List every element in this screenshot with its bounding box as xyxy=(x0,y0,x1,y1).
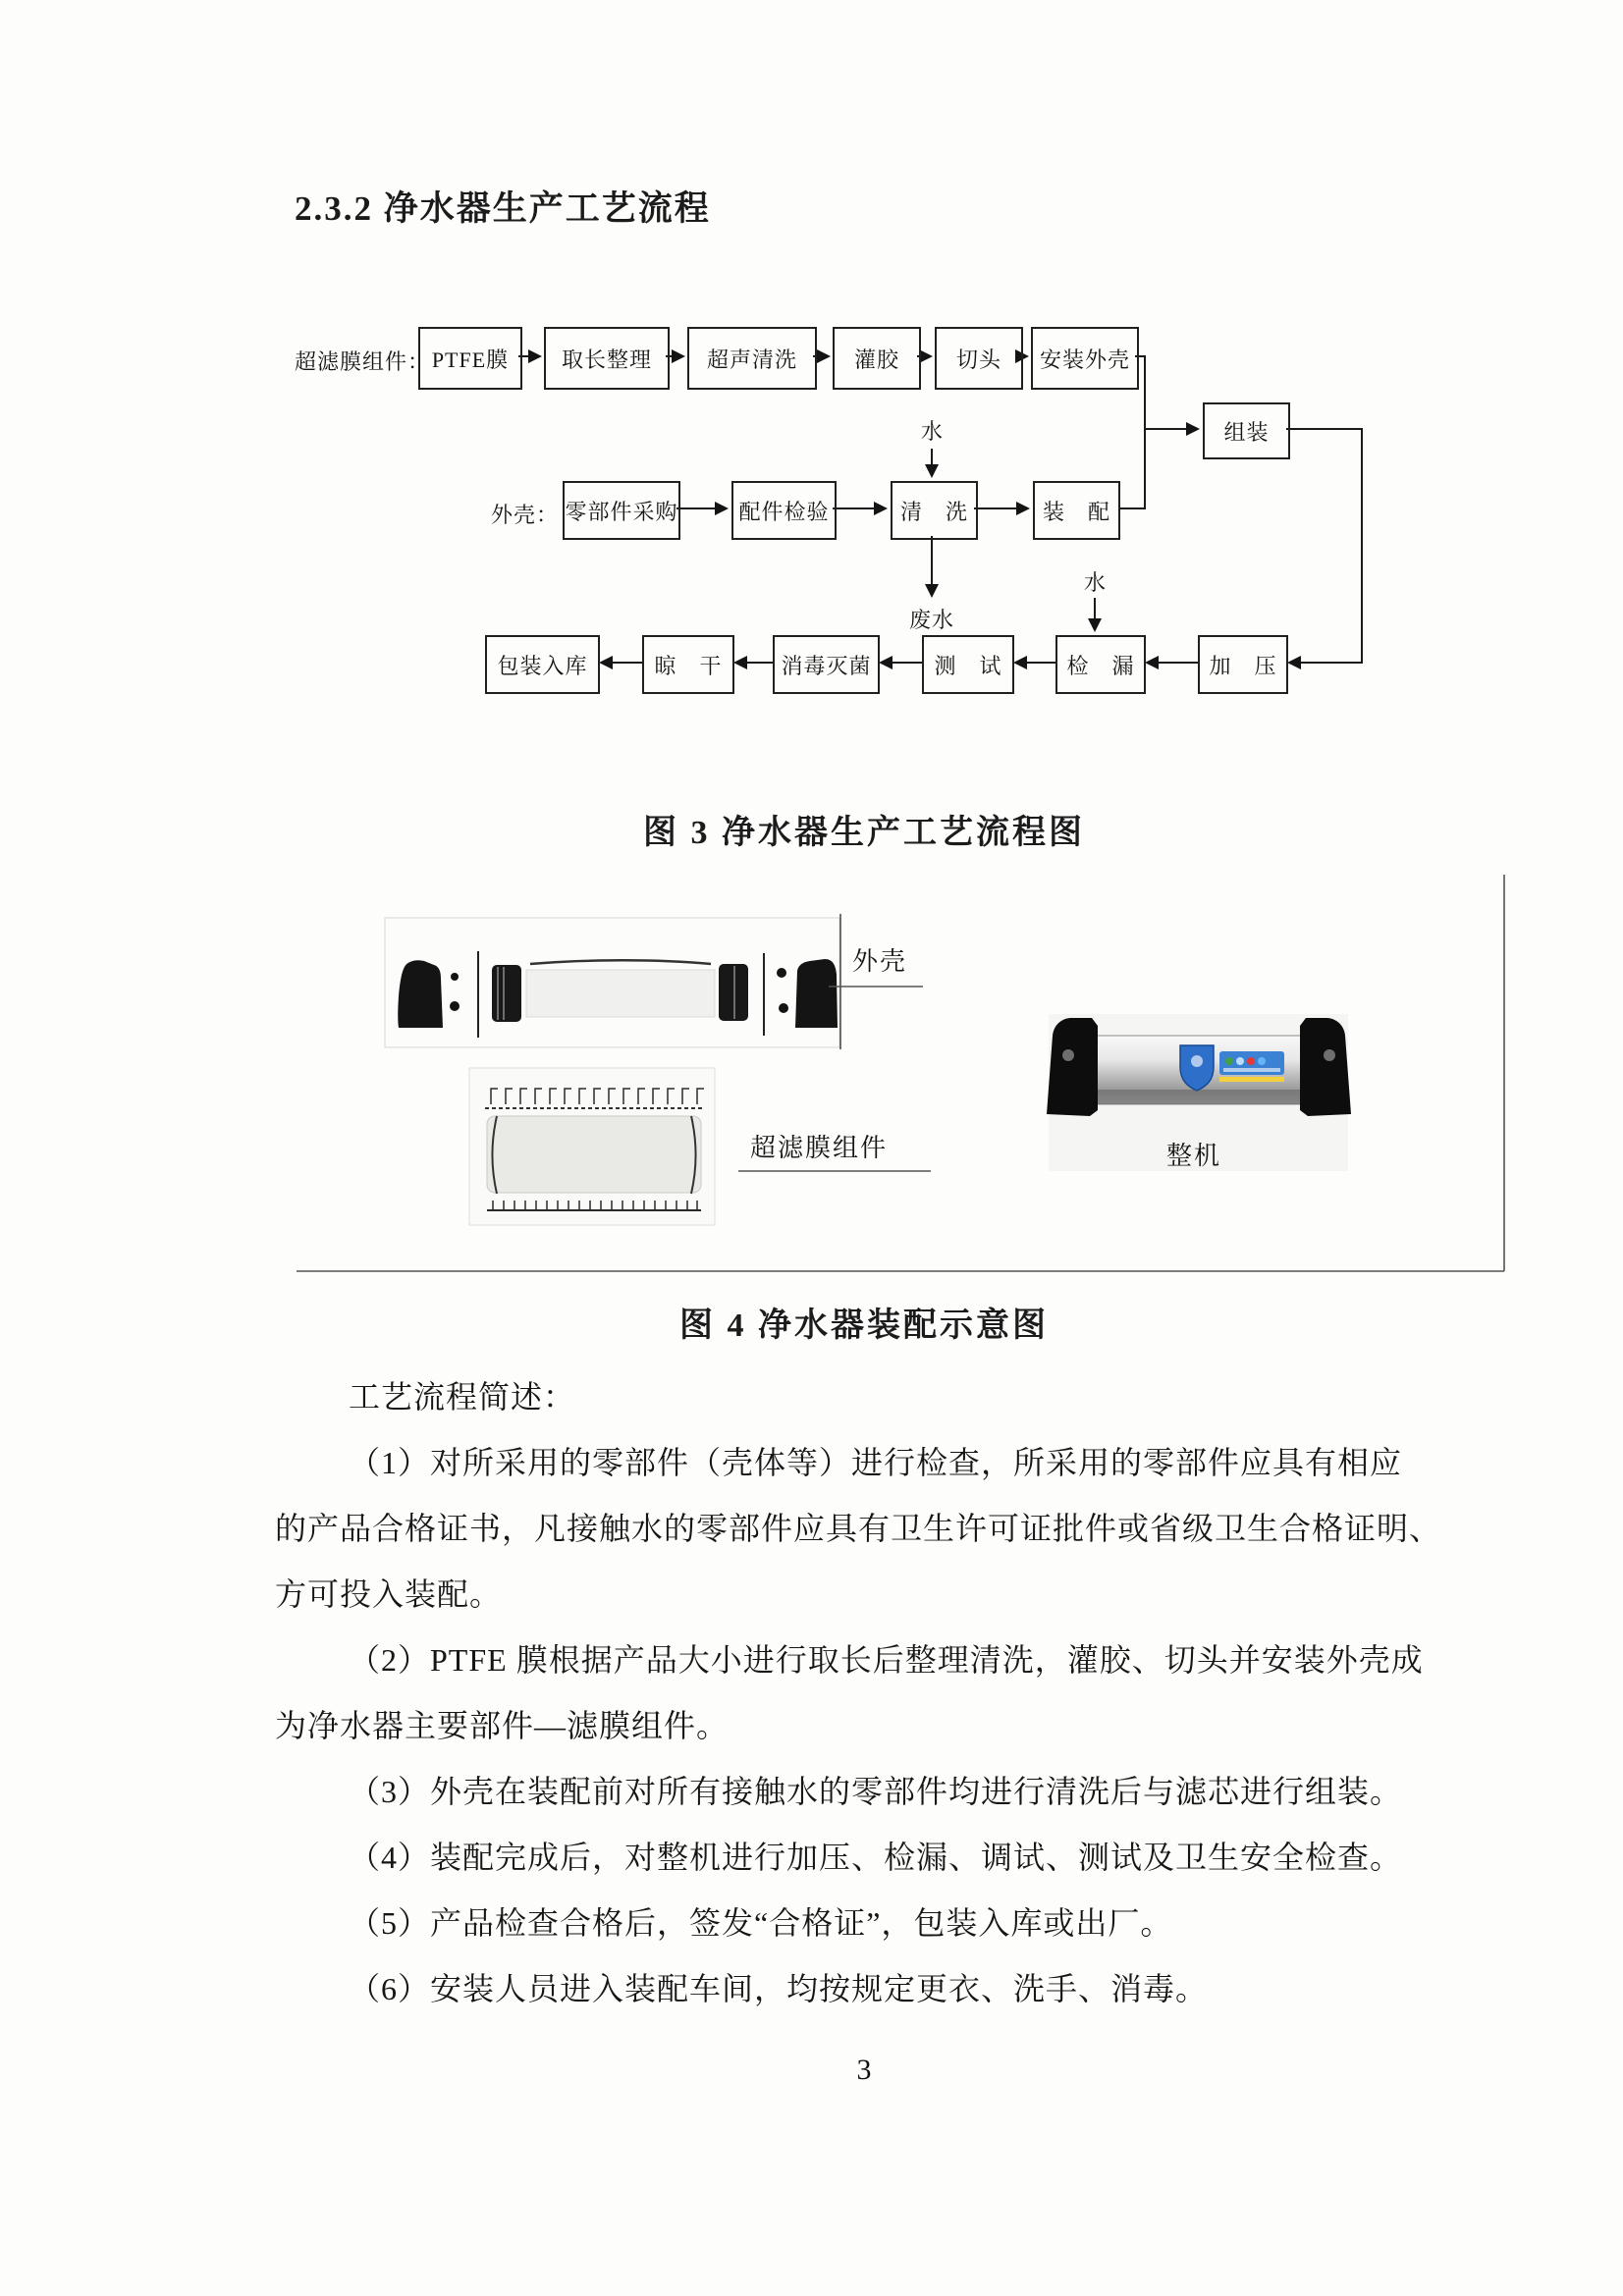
flowchart-node-wash: 清 洗 xyxy=(891,481,978,540)
flowchart-row1-label: 超滤膜组件： xyxy=(295,349,431,374)
figure4-shell-label: 外壳 xyxy=(852,947,908,976)
flowchart-node-sterilize: 消毒灭菌 xyxy=(773,635,880,694)
section-heading: 2.3.2 净水器生产工艺流程 xyxy=(295,189,711,228)
figure4-assembly xyxy=(295,869,1507,1276)
page-number: 3 xyxy=(856,2054,872,2086)
body-line-1a: （1）对所采用的零部件（壳体等）进行检查，所采用的零部件应具有相应 xyxy=(349,1445,1403,1480)
body-line-1b: 的产品合格证书，凡接触水的零部件应具有卫生许可证批件或省级卫生合格证明、 xyxy=(275,1511,1442,1546)
figure4-caption: 图 4 净水器装配示意图 xyxy=(679,1308,1049,1344)
water-in-label-leak: 水 xyxy=(1084,570,1108,595)
flowchart-node-leak-check: 检 漏 xyxy=(1055,635,1146,694)
flowchart-node-ultrasonic-wash: 超声清洗 xyxy=(687,327,817,390)
body-line-intro: 工艺流程简述： xyxy=(349,1379,576,1415)
body-line-6: （6）安装人员进入装配车间，均按规定更衣、洗手、消毒。 xyxy=(349,1971,1209,2006)
figure4-graphics-svg xyxy=(295,869,1507,1276)
body-line-1c: 方可投入装配。 xyxy=(275,1576,503,1612)
flowchart-node-pressurize: 加 压 xyxy=(1198,635,1288,694)
body-line-2b: 为净水器主要部件—滤膜组件。 xyxy=(275,1708,730,1743)
flowchart-node-dry: 晾 干 xyxy=(642,635,734,694)
flowchart-figure3 xyxy=(295,319,1434,712)
figure3-caption: 图 3 净水器生产工艺流程图 xyxy=(643,815,1085,851)
body-line-4: （4）装配完成后，对整机进行加压、检漏、调试、测试及卫生安全检查。 xyxy=(349,1840,1403,1875)
waste-water-label: 废水 xyxy=(909,608,955,632)
body-line-2a: （2）PTFE 膜根据产品大小进行取长后整理清洗，灌胶、切头并安装外壳成 xyxy=(349,1642,1424,1678)
flowchart-node-test: 测 试 xyxy=(922,635,1014,694)
flowchart-node-fit: 装 配 xyxy=(1033,481,1120,540)
flowchart-node-assemble: 组装 xyxy=(1203,402,1290,459)
body-line-3: （3）外壳在装配前对所有接触水的零部件均进行清洗后与滤芯进行组装。 xyxy=(349,1774,1403,1809)
flowchart-node-install-shell: 安装外壳 xyxy=(1031,327,1139,390)
flowchart-row2-label: 外壳： xyxy=(491,503,560,527)
housing-exploded-photo xyxy=(385,914,923,1049)
flowchart-node-ptfe: PTFE膜 xyxy=(418,327,522,390)
flowchart-node-parts-inspect: 配件检验 xyxy=(731,481,837,540)
flowchart-node-cut-head: 切头 xyxy=(935,327,1023,390)
flowchart-node-cut-length: 取长整理 xyxy=(544,327,670,390)
figure4-whole-unit-label: 整机 xyxy=(1166,1142,1222,1170)
flowchart-node-glue: 灌胶 xyxy=(833,327,921,390)
water-in-label-wash: 水 xyxy=(921,419,945,444)
flowchart-node-pack-store: 包装入库 xyxy=(485,635,600,694)
flowchart-node-parts-purchase: 零部件采购 xyxy=(563,481,680,540)
body-line-5: （5）产品检查合格后，签发“合格证”，包装入库或出厂。 xyxy=(349,1905,1173,1941)
figure4-membrane-label: 超滤膜组件 xyxy=(750,1134,889,1162)
